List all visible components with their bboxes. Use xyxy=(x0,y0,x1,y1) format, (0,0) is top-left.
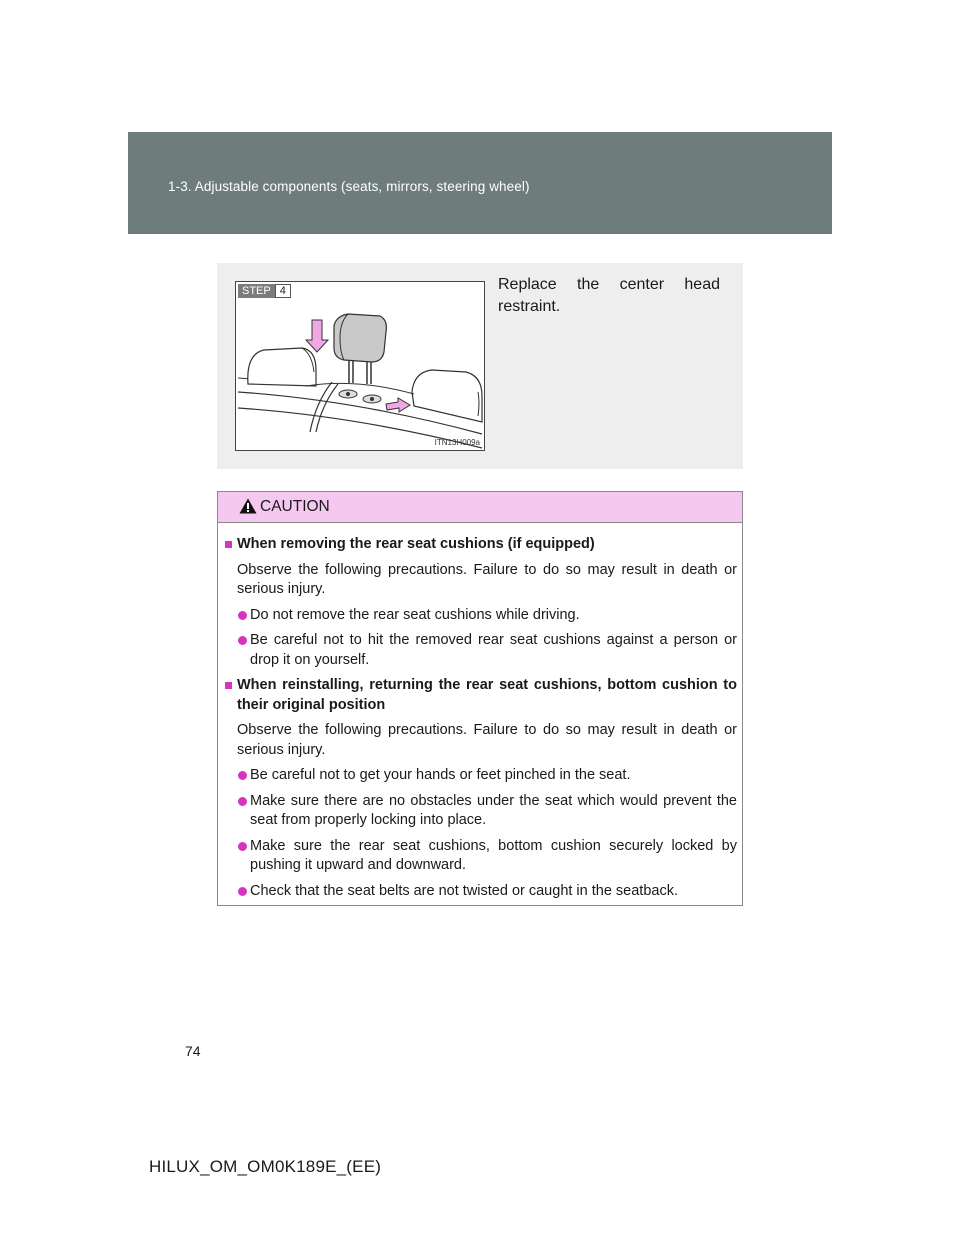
caution-section-description: Observe the following precautions. Failure to do so may result in death or serious injury. xyxy=(237,561,737,597)
caution-title: CAUTION xyxy=(260,498,330,515)
caution-section-heading: When reinstalling, returning the rear seat cushions, bottom cushion to their original position xyxy=(224,676,737,715)
step-badge-label: STEP xyxy=(238,284,275,298)
square-bullet-icon xyxy=(225,541,232,548)
step-instruction: Replace the center head restraint. xyxy=(498,276,720,315)
figure-id: ITN13H009a xyxy=(434,438,480,447)
head-restraint-illustration xyxy=(236,282,484,450)
round-bullet-icon xyxy=(238,797,247,806)
footer-code: HILUX_OM_OM0K189E_(EE) xyxy=(149,1157,382,1176)
section-title: 1-3. Adjustable components (seats, mirrors, steering wheel) xyxy=(168,179,530,194)
round-bullet-icon xyxy=(238,636,247,645)
caution-bullet: Make sure the rear seat cushions, bottom cushion securely locked by pushing it upward and downward. xyxy=(224,837,737,876)
square-bullet-icon xyxy=(225,682,232,689)
step-badge xyxy=(238,284,291,298)
caution-box xyxy=(217,491,743,906)
header-band xyxy=(128,132,832,234)
caution-section-heading: When removing the rear seat cushions (if equipped) xyxy=(224,535,737,555)
caution-bullet: Do not remove the rear seat cushions while driving. xyxy=(224,606,737,626)
caution-bullet: Check that the seat belts are not twisted or caught in the seatback. xyxy=(224,882,737,902)
caution-body xyxy=(218,523,742,901)
warning-triangle-icon xyxy=(239,498,257,514)
page-number: 74 xyxy=(185,1043,201,1059)
step-badge-number: 4 xyxy=(275,284,291,298)
caution-bullet: Be careful not to hit the removed rear seat cushions against a person or drop it on yourself. xyxy=(224,631,737,670)
caution-bullet: Be careful not to get your hands or feet pinched in the seat. xyxy=(224,766,737,786)
caution-bullet: Make sure there are no obstacles under the seat which would prevent the seat from properly locking into place. xyxy=(224,792,737,831)
step-illustration xyxy=(235,281,485,451)
step-panel xyxy=(217,263,743,469)
round-bullet-icon xyxy=(238,842,247,851)
round-bullet-icon xyxy=(238,771,247,780)
round-bullet-icon xyxy=(238,887,247,896)
caution-header xyxy=(218,492,742,523)
round-bullet-icon xyxy=(238,611,247,620)
caution-section-description: Observe the following precautions. Failure to do so may result in death or serious injury. xyxy=(237,722,737,758)
